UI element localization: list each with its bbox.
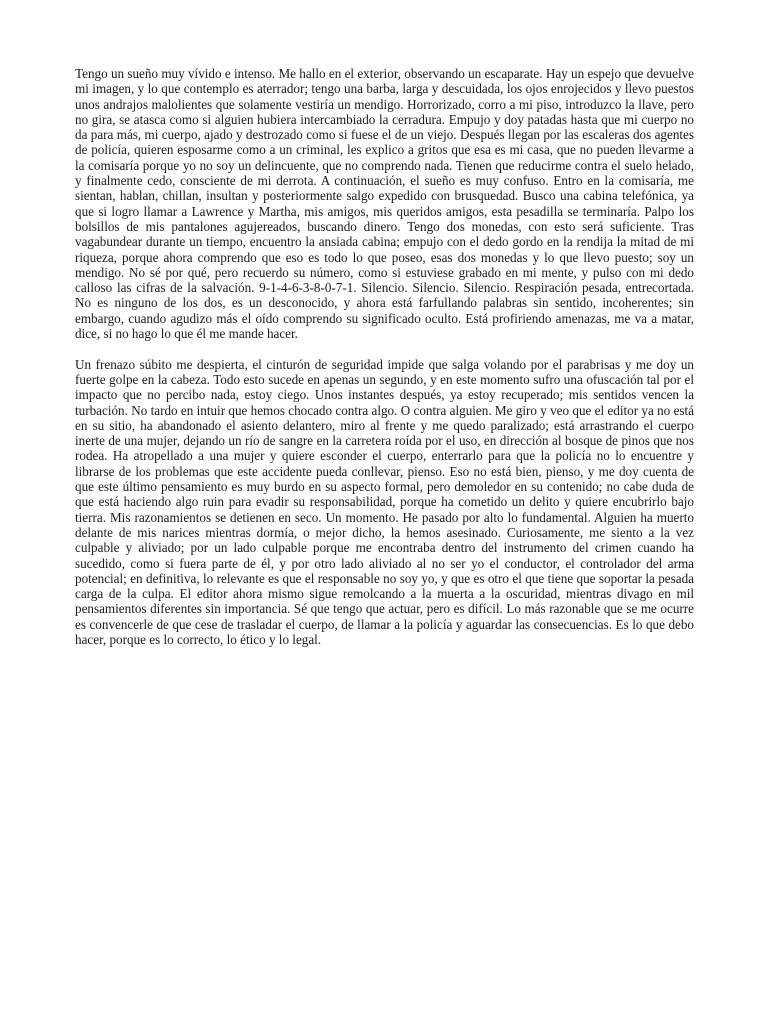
paragraph-dream: Tengo un sueño muy vívido e intenso. Me hallo en el exterior, observando un escaparate. Hay un espejo que devuelve mi imagen, y lo que contemplo es aterrador; tengo una barba, larga y descuidada, los ojos enrojecidos y llevo puestos unos andrajos malolientes que solamente vestiría un mendigo. Horrorizado, corro a mi piso, introduzco la llave, pero no gira, se atasca como si alguien hubiera intercambiado la cerradura. Empujo y doy patadas hasta que mi cuerpo no da para más, mi cuerpo, ajado y destrozado como si fuese el de un viejo. Después llegan por las escaleras dos agentes de policía, quieren esposarme como a un criminal, les explico a gritos que esa es mi casa, que no pueden llevarme a la comisaría porque yo no soy un delincuente, que no comprendo nada. Tienen que reducirme contra el suelo helado, y finalmente cedo, consciente de mi derrota. A continuación, el sueño es muy confuso. Entro en la comisaría, me sientan, hablan, chillan, insultan y posteriormente salgo expedido con brusquedad. Busco una cabina telefónica, ya que si logro llamar a Lawrence y Martha, mis amigos, mis queridos amigos, esta pesadilla se terminaría. Palpo los bolsillos de mis pantalones agujereados, buscando dinero. Tengo dos monedas, con esto será suficiente. Tras vagabundear durante un tiempo, encuentro la ansiada cabina; empujo con el dedo gordo en la rendija la mitad de mi riqueza, porque ahora comprendo que eso es todo lo que poseo, esas dos monedas y lo que llevo puesto; soy un mendigo. No sé por qué, pero recuerdo su número, como si estuviese grabado en mi mente, y pulso con mi dedo calloso las cifras de la salvación. 9-1-4-6-3-8-0-7-1. Silencio. Silencio. Silencio. Respiración pesada, entrecortada. No es ninguno de los dos, es un desconocido, y ahora está farfullando palabras sin sentido, incoherentes; sin embargo, cuando agudizo más el oído comprendo su significado oculto. Está profiriendo amenazas, me va a matar, dice, si no hago lo que él me mande hacer. <box>75 66 694 342</box>
paragraph-awakening: Un frenazo súbito me despierta, el cinturón de seguridad impide que salga volando por el parabrisas y me doy un fuerte golpe en la cabeza. Todo esto sucede en apenas un segundo, y en este momento sufro una ofuscación tal por el impacto que no percibo nada, estoy ciego. Unos instantes después, ya estoy recuperado; mis sentidos vencen la turbación. No tardo en intuir que hemos chocado contra algo. O contra alguien. Me giro y veo que el editor ya no está en su sitio, ha abandonado el asiento delantero, miro al frente y me quedo paralizado; está arrastrando el cuerpo inerte de una mujer, dejando un río de sangre en la carretera roída por el uso, en dirección al bosque de pinos que nos rodea. Ha atropellado a una mujer y quiere esconder el cuerpo, enterrarlo para que la policía no lo encuentre y librarse de los problemas que este accidente pueda conllevar, pienso. Eso no está bien, pienso, y me doy cuenta de que este último pensamiento es muy burdo en su aspecto formal, pero demoledor en su contenido; no cabe duda de que está haciendo algo ruin para evadir su responsabilidad, porque ha cometido un delito y quiere encubrirlo bajo tierra. Mis razonamientos se detienen en seco. Un momento. He pasado por alto lo fundamental. Alguien ha muerto delante de mis narices mientras dormía, o mejor dicho, la hemos asesinado. Curiosamente, me siento a la vez culpable y aliviado; por un lado culpable porque me encontraba dentro del instrumento del crimen cuando ha sucedido, como si fuera parte de él, y por otro lado aliviado al no ser yo el conductor, el controlador del arma potencial; en definitiva, lo relevante es que el responsable no soy yo, y que es otro el que tiene que soportar la pesada carga de la culpa. El editor ahora mismo sigue remolcando a la muerta a la oscuridad, mientras divago en mil pensamientos diferentes sin importancia. Sé que tengo que actuar, pero es difícil. Lo más razonable que se me ocurre es convencerle de que cese de trasladar el cuerpo, de llamar a la policía y aguardar las consecuencias. Es lo que debo hacer, porque es lo correcto, lo ético y lo legal. <box>75 356 694 647</box>
document-page <box>75 66 694 647</box>
